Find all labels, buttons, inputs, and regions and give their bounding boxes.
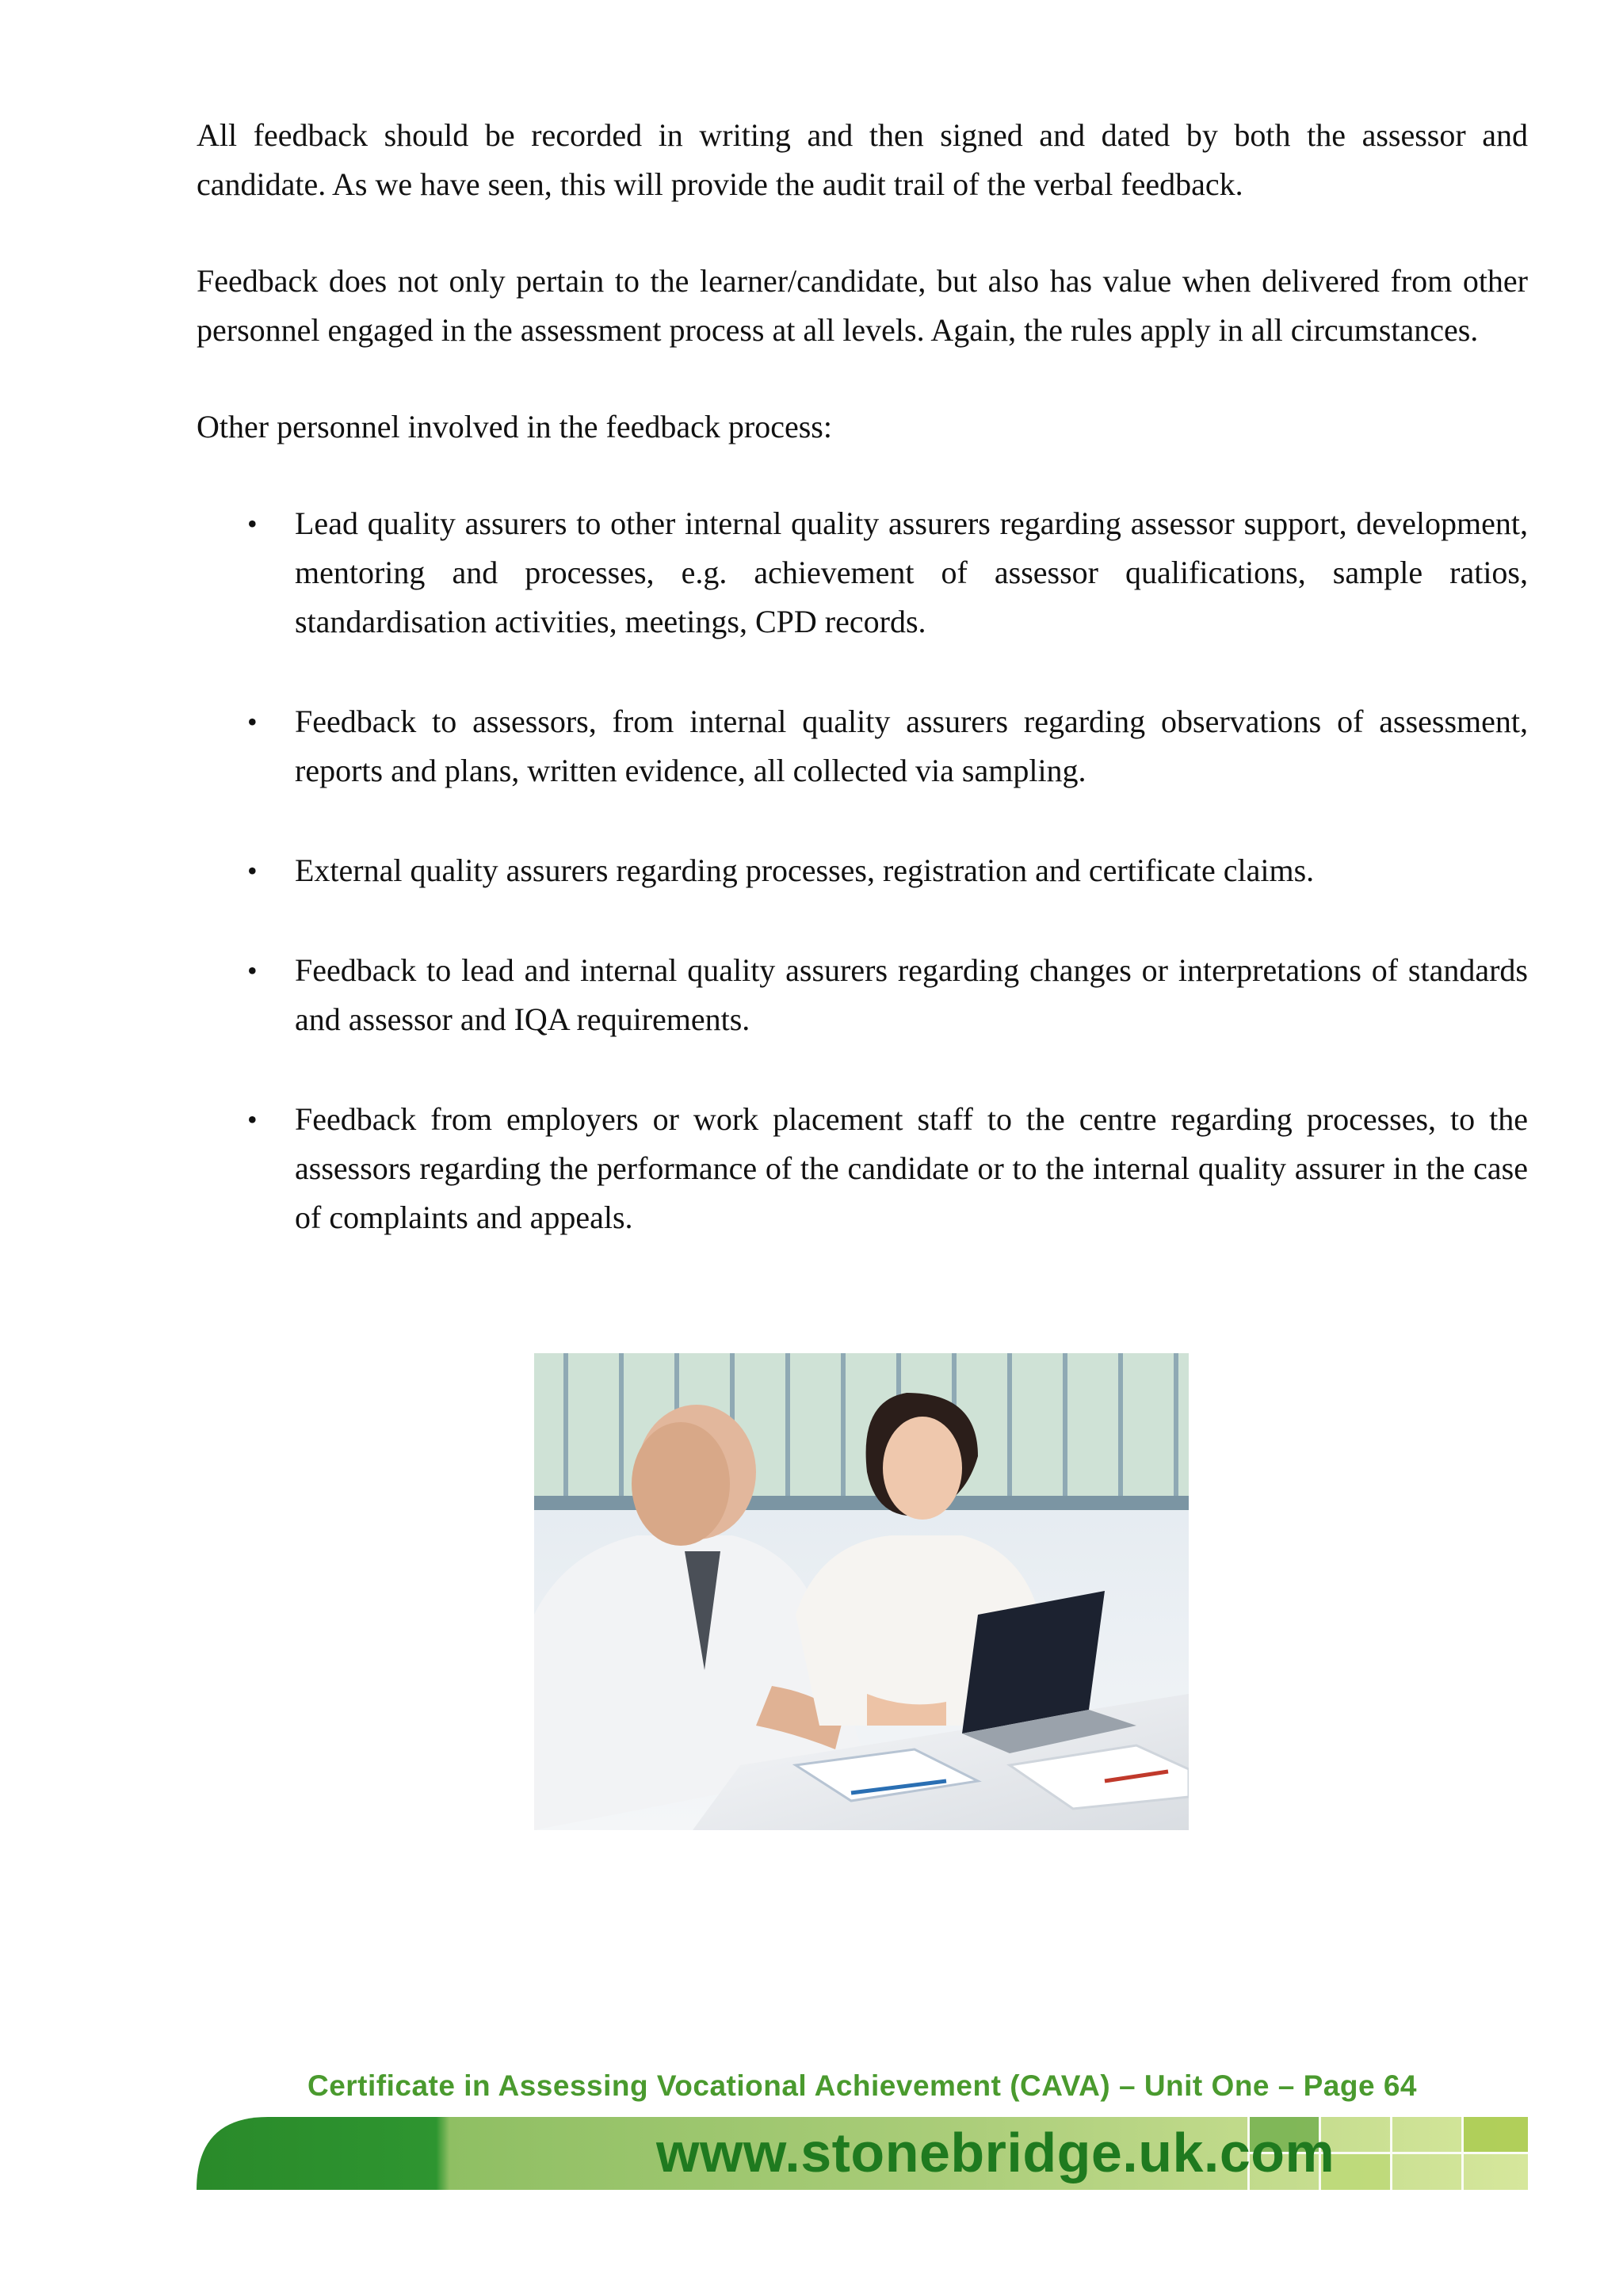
office-meeting-photo [534,1353,1189,1830]
personnel-list [197,499,1528,1242]
list-item: • Feedback to lead and internal quality assurers regarding changes or interpretations of standards and assessor and IQA requirements. [197,946,1528,1044]
paragraph-list-intro: Other personnel involved in the feedback process: [197,409,832,444]
paragraph-feedback-personnel: Feedback does not only pertain to the learner/candidate, but also has value when delivered from other personnel engaged in the assessment process at all levels. Again, the rules apply in all circumstances. [197,263,1528,348]
footer-caption: Certificate in Assessing Vocational Achievement (CAVA) – Unit One – Page 64 [307,2069,1418,2102]
list-item: • Lead quality assurers to other internal quality assurers regarding assessor support, development, mentoring and processes, e.g. achievement of assessor qualifications, sample ratios, standardisation activities, meetings, CPD records. [197,499,1528,646]
bullet-icon: • [247,508,258,540]
bullet-icon: • [247,855,258,887]
bullet-icon: • [247,955,258,986]
list-item: • Feedback to assessors, from internal quality assurers regarding observations of assessment, reports and plans, written evidence, all collected via sampling. [197,697,1528,795]
list-item: • External quality assurers regarding processes, registration and certificate claims. [197,846,1528,895]
website-url: www.stonebridge.uk.com [656,2122,1335,2183]
list-item: • Feedback from employers or work placement staff to the centre regarding processes, to the assessors regarding the performance of the candidate or to the internal quality assurer in the case of complaints and appeals. [197,1095,1528,1242]
footer-banner [197,2117,1528,2190]
bullet-icon: • [247,706,258,738]
paragraph-feedback-recording: All feedback should be recorded in writing and then signed and dated by both the assessor and candidate. As we have seen, this will provide the audit trail of the verbal feedback. [197,117,1528,202]
bullet-icon: • [247,1104,258,1135]
page-body [197,111,1528,1293]
